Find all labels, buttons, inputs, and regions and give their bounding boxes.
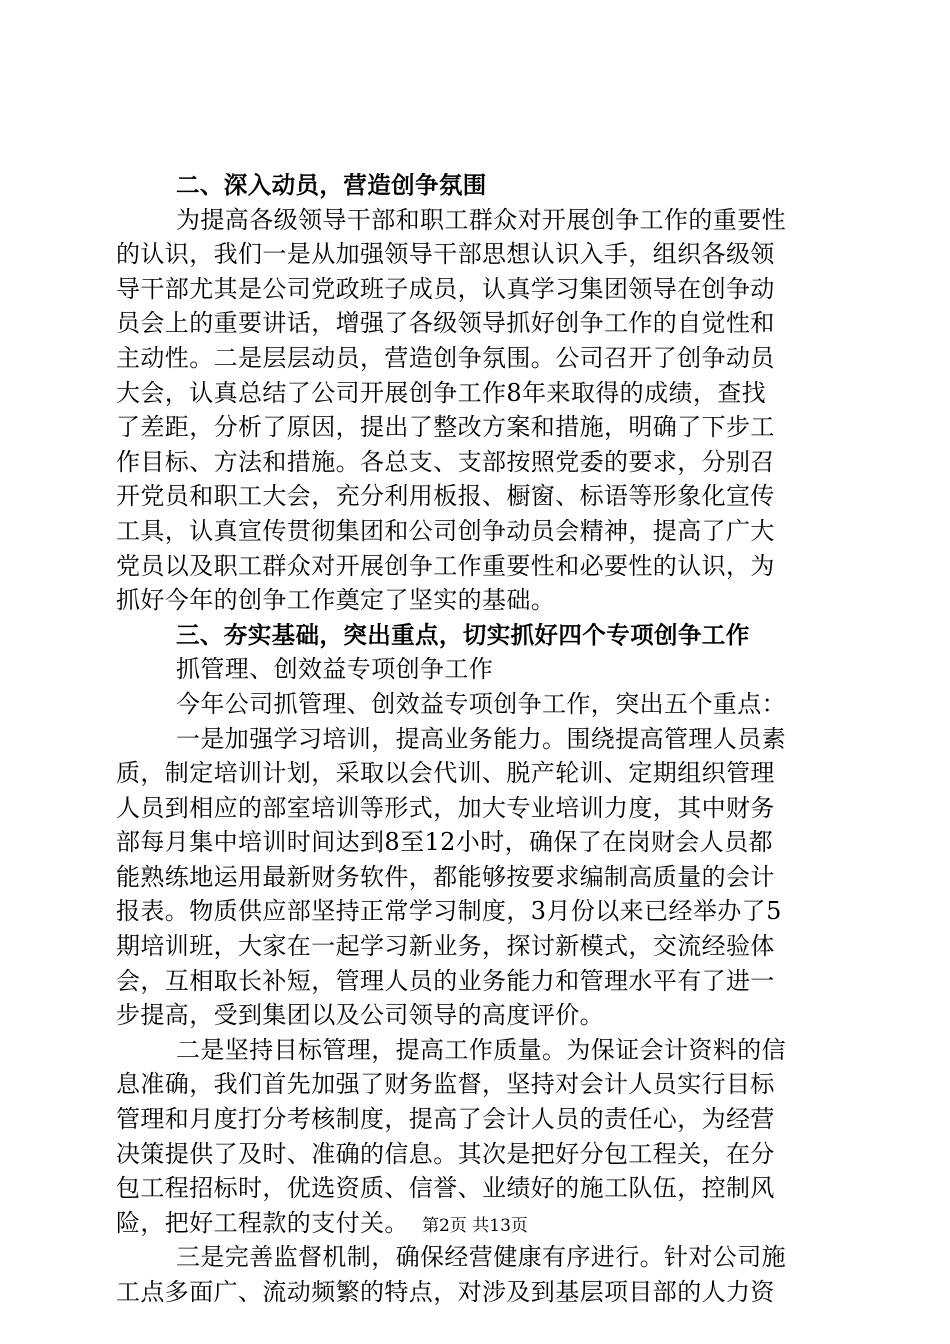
text-line: 三是完善监督机制，确保经营健康有序进行。针对公司施: [176, 1243, 786, 1272]
text-line: 部每月集中培训时间达到8至12小时，确保了在岗财会人员都: [116, 828, 774, 857]
text-line: 开党员和职工大会，充分利用板报、橱窗、标语等形象化宣传: [116, 482, 775, 511]
text-line: 为提高各级领导干部和职工群众对开展创争工作的重要性: [176, 205, 786, 234]
text-line: 工具，认真宣传贯彻集团和公司创争动员会精神，提高了广大: [116, 516, 775, 545]
text-line: 管理和月度打分考核制度，提高了会计人员的责任心，为经营: [116, 1105, 775, 1134]
text-line: 质，制定培训计划，采取以会代训、脱产轮训、定期组织管理: [116, 759, 775, 788]
text-line: 今年公司抓管理、创效益专项创争工作，突出五个重点：: [176, 689, 786, 718]
text-line: 人员到相应的部室培训等形式，加大专业培训力度，其中财务: [116, 793, 775, 822]
text-line: 期培训班，大家在一起学习新业务，探讨新模式，交流经验体: [116, 932, 775, 961]
document-body: [116, 168, 836, 1310]
text-line: 步提高，受到集团以及公司领导的高度评价。: [116, 1001, 604, 1030]
text-line: 报表。物质供应部坚持正常学习制度，3月份以来已经举办了5: [116, 897, 782, 926]
text-line: 了差距，分析了原因，提出了整改方案和措施，明确了下步工: [116, 413, 775, 442]
text-line: 主动性。二是层层动员，营造创争氛围。公司召开了创争动员: [116, 343, 775, 372]
text-line: 党员以及职工群众对开展创争工作重要性和必要性的认识，为: [116, 551, 775, 580]
text-line: 包工程招标时，优选资质、信誉、业绩好的施工队伍，控制风: [116, 1174, 775, 1203]
text-line: 二是坚持目标管理，提高工作质量。为保证会计资料的信: [176, 1035, 786, 1064]
page-number-label: 第2页 共13页: [422, 1216, 528, 1236]
text-line: 一是加强学习培训，提高业务能力。围绕提高管理人员素: [176, 724, 786, 753]
text-line: 作目标、方法和措施。各总支、支部按照党委的要求，分别召: [116, 447, 775, 476]
page-footer: [0, 1214, 950, 1238]
text-line: 会，互相取长补短，管理人员的业务能力和管理水平有了进一: [116, 966, 775, 995]
text-line: 息准确，我们首先加强了财务监督，坚持对会计人员实行目标: [116, 1070, 775, 1099]
text-line: 险，把好工程款的支付关。: [116, 1208, 409, 1237]
text-line: 大会，认真总结了公司开展创争工作8年来取得的成绩，查找: [116, 378, 767, 407]
text-line: 抓管理、创效益专项创争工作: [176, 655, 494, 684]
section-heading: 三、夯实基础，突出重点，切实抓好四个专项创争工作: [176, 620, 750, 649]
text-line: 工点多面广、流动频繁的特点，对涉及到基层项目部的人力资: [116, 1278, 775, 1306]
text-line: 的认识，我们一是从加强领导干部思想认识入手，组织各级领: [116, 240, 775, 269]
text-line: 决策提供了及时、准确的信息。其次是把好分包工程关，在分: [116, 1139, 775, 1168]
text-line: 导干部尤其是公司党政班子成员，认真学习集团领导在创争动: [116, 274, 775, 303]
text-line: 员会上的重要讲话，增强了各级领导抓好创争工作的自觉性和: [116, 309, 775, 338]
text-line: 能熟练地运用最新财务软件，都能够按要求编制高质量的会计: [116, 862, 775, 891]
section-heading: 二、深入动员，营造创争氛围: [176, 171, 487, 199]
text-line: 抓好今年的创争工作奠定了坚实的基础。: [116, 586, 556, 615]
